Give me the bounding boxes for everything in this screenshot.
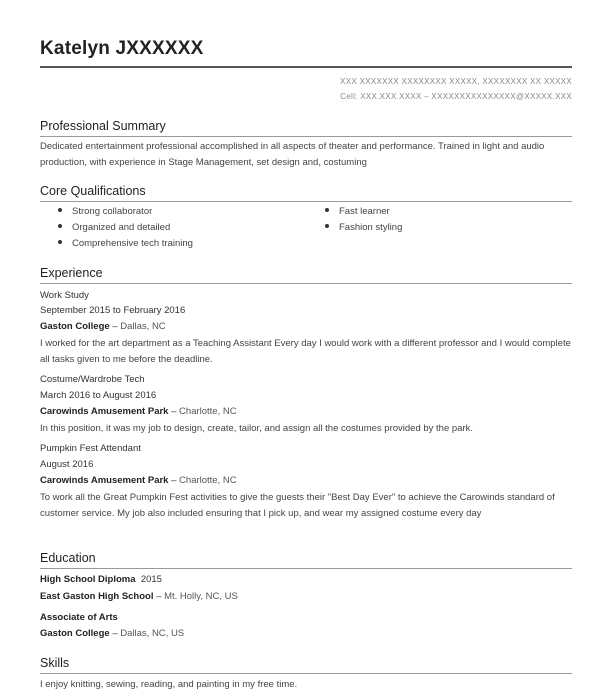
job-dates: March 2016 to August 2016 [40, 390, 157, 401]
school-location: Dallas, NC, US [120, 628, 185, 639]
skills-heading: Skills [40, 656, 70, 670]
job-description: To work all the Great Pumpkin Fest activities to give the guests their "Best Day Ever" to achieve the Carowinds standard of customer service. My job also included ensuring that I pick up, and wear my assigned costume every day [40, 492, 555, 519]
degree-line [40, 574, 162, 585]
employer-name: Carowinds Amusement Park [40, 475, 169, 486]
employer-location: Charlotte, NC [179, 475, 237, 486]
degree-year: 2015 [140, 574, 162, 585]
job-employer-line: Carowinds Amusement Park – Charlotte, NC [40, 475, 237, 486]
skills-text: I enjoy knitting, sewing, reading, and painting in my free time. [40, 679, 298, 690]
job-description: In this position, it was my job to design, create, tailor, and assign all the costumes provided by the park. [40, 423, 474, 434]
job-title: Costume/Wardrobe Tech [40, 374, 145, 385]
qualification-item: Strong collaborator [58, 206, 152, 217]
skills-rule [40, 673, 572, 674]
employer-name: Carowinds Amusement Park [40, 406, 169, 417]
job-description: I worked for the art department as a Teaching Assistant Every day I would work with a different professor and I would complete all tasks given to me before the deadline. [40, 338, 571, 365]
degree-line [40, 612, 118, 623]
degree-name: High School Diploma [40, 574, 136, 585]
cell-label: Cell: [340, 92, 358, 101]
job-employer-line: Carowinds Amusement Park – Charlotte, NC [40, 406, 237, 417]
summary-heading: Professional Summary [40, 119, 166, 133]
employer-location: Dallas, NC [120, 321, 166, 332]
school-location: Mt. Holly, NC, US [164, 591, 238, 602]
experience-rule [40, 283, 572, 284]
bullet-icon [58, 224, 62, 228]
summary-text: Dedicated entertainment professional accomplished in all aspects of theater and performance. Trained in light and audio production, with experience in Stage Management, set design and, costuming [40, 141, 545, 168]
school-line: Gaston College – Dallas, NC, US [40, 628, 185, 639]
employer-location: Charlotte, NC [179, 406, 237, 417]
cell-value: XXX.XXX.XXXX – XXXXXXXXXXXXXXX@XXXXX.XXX [360, 92, 572, 101]
job-title: Pumpkin Fest Attendant [40, 443, 141, 454]
qualifications-rule [40, 201, 572, 202]
bullet-icon [58, 240, 62, 244]
qualifications-heading: Core Qualifications [40, 184, 146, 198]
address-line: XXX XXXXXXX XXXXXXXX XXXXX, XXXXXXXX XX XXXXX [340, 77, 572, 86]
summary-rule [40, 136, 572, 137]
qualification-item: Organized and detailed [58, 222, 170, 233]
candidate-name: Katelyn JXXXXXX [40, 38, 204, 59]
degree-name: Associate of Arts [40, 612, 118, 623]
qualification-item: Fashion styling [325, 222, 402, 233]
job-dates: September 2015 to February 2016 [40, 305, 186, 316]
header-divider [40, 66, 572, 68]
job-employer-line: Gaston College – Dallas, NC [40, 321, 166, 332]
qualification-item: Fast learner [325, 206, 390, 217]
school-line: East Gaston High School – Mt. Holly, NC, US [40, 591, 238, 602]
school-name: Gaston College [40, 628, 110, 639]
bullet-icon [325, 224, 329, 228]
cell-line [340, 92, 572, 101]
school-name: East Gaston High School [40, 591, 154, 602]
bullet-icon [325, 208, 329, 212]
employer-name: Gaston College [40, 321, 110, 332]
job-dates: August 2016 [40, 459, 94, 470]
experience-heading: Experience [40, 266, 103, 280]
job-title: Work Study [40, 290, 89, 301]
qualification-item: Comprehensive tech training [58, 238, 193, 249]
bullet-icon [58, 208, 62, 212]
education-rule [40, 568, 572, 569]
education-heading: Education [40, 551, 96, 565]
